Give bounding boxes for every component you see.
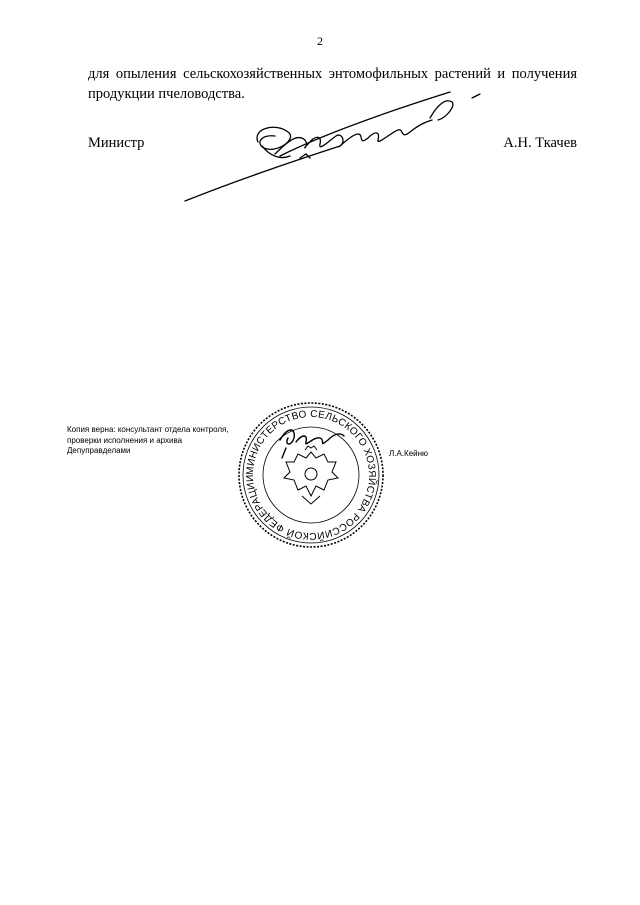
minister-signature-icon [180,84,490,206]
body-text-line-1: для опыления сельскохозяйственных энтомофильных растений и получения [88,66,577,82]
signatory-title: Министр [88,135,145,151]
signatory-name: А.Н. Ткачев [503,135,577,151]
page-number: 2 [317,34,323,48]
copy-certification-note [67,425,242,457]
copy-signer-name: Л.А.Кейню [389,449,429,458]
copy-note-line-3: Депуправделами [67,446,131,455]
copy-note-line-2: проверки исполнения и архива [67,435,183,445]
eagle-emblem-icon [284,446,338,504]
copy-note-line-1: Копия верна: консультант отдела контроля, [67,425,229,434]
body-text-line-2: продукции пчеловодства. [88,86,245,102]
official-seal-icon [236,400,386,550]
seal-text: МИНИСТЕРСТВО СЕЛЬСКОГО ХОЗЯЙСТВА РОССИЙСКОЙ ФЕДЕРАЦИИ [244,408,378,542]
